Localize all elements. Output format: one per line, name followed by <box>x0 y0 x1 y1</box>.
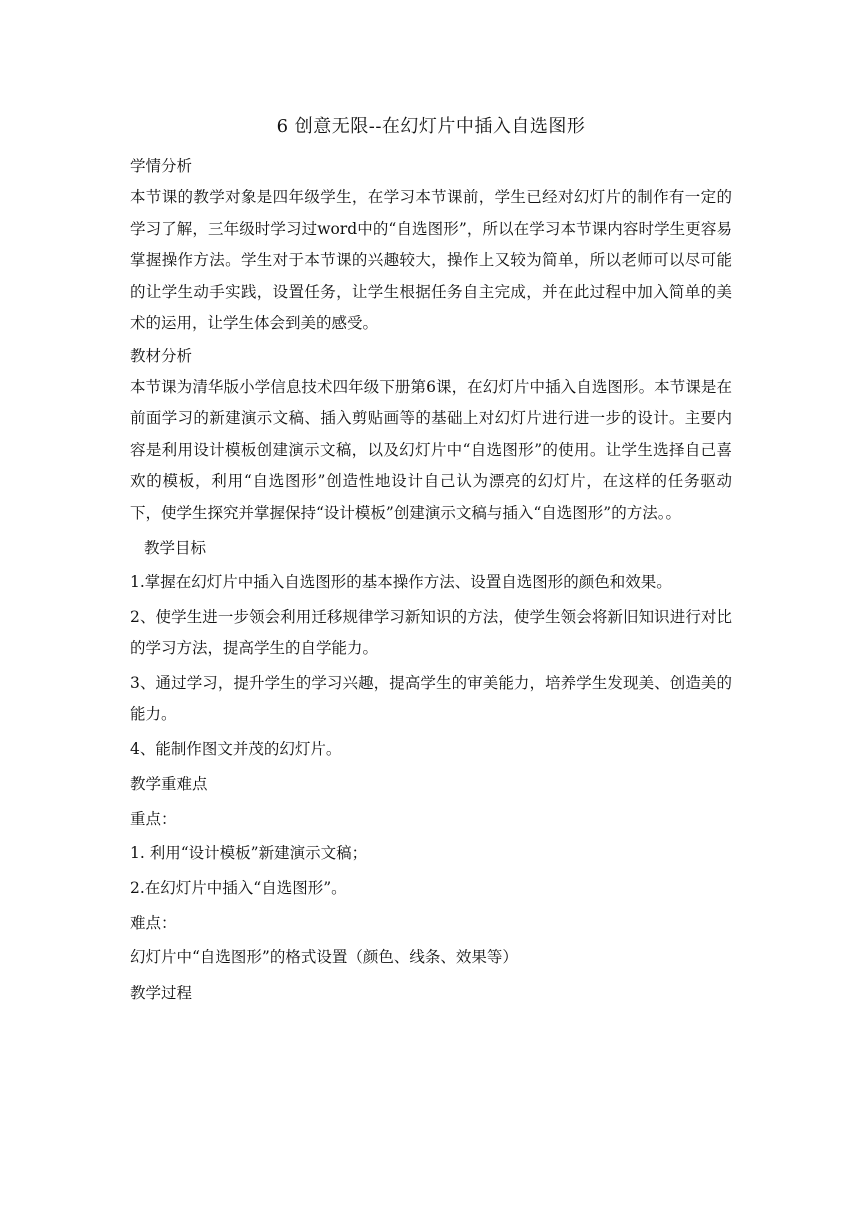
label-nandian: 难点： <box>130 914 177 932</box>
paragraph-xueqing: 本节课的教学对象是四年级学生，在学习本节课前，学生已经对幻灯片的制作有一定的学习了解，三年级时学习过word中的“自选图形”，所以在学习本节课内容时学生更容易掌握操作方法。学生对于本节课的兴趣较大，操作上又较为简单，所以老师可以尽可能的让学生动手实践，设置任务，让学生根据任务自主完成，并在此过程中加入简单的美术的运用，让学生体会到美的感受。 <box>130 188 732 332</box>
difficult-point: 幻灯片中“自选图形”的格式设置（颜色、线条、效果等） <box>130 948 518 966</box>
heading-xueqing: 学情分析 <box>130 157 193 175</box>
goal-item-3: 3、通过学习，提升学生的学习兴趣，提高学生的审美能力，培养学生发现美、创造美的能力。 <box>130 673 732 723</box>
goal-item-4: 4、能制作图文并茂的幻灯片。 <box>130 739 342 758</box>
heading-jiaocai: 教材分析 <box>130 346 193 365</box>
heading-guocheng: 教学过程 <box>130 983 193 1002</box>
key-point-1: 1. 利用“设计模板”新建演示文稿； <box>130 844 368 862</box>
label-zhongdian: 重点： <box>130 810 177 828</box>
goal-item-1: 1.掌握在幻灯片中插入自选图形的基本操作方法、设置自选图形的颜色和效果。 <box>130 573 672 591</box>
goal-item-2: 2、使学生进一步领会利用迁移规律学习新知识的方法，使学生领会将新旧知识进行对比的学习方法，提高学生的自学能力。 <box>130 607 732 657</box>
heading-mubiao: 教学目标 <box>144 539 207 557</box>
document-body <box>130 110 732 1009</box>
key-point-2: 2.在幻灯片中插入“自选图形”。 <box>130 878 347 897</box>
document-title: 6 创意无限--在幻灯片中插入自选图形 <box>276 116 586 137</box>
heading-zhongnandian: 教学重难点 <box>130 775 208 793</box>
paragraph-jiaocai: 本节课为清华版小学信息技术四年级下册第6课，在幻灯片中插入自选图形。本节课是在前面学习的新建演示文稿、插入剪贴画等的基础上对幻灯片进行进一步的设计。主要内容是利用设计模板创建演示文稿，以及幻灯片中“自选图形”的使用。让学生选择自己喜欢的模板，利用“自选图形”创造性地设计自己认为漂亮的幻灯片，在这样的任务驱动下，使学生探究并掌握保持“设计模板”创建演示文稿与插入“自选图形”的方法。。 <box>130 377 732 522</box>
